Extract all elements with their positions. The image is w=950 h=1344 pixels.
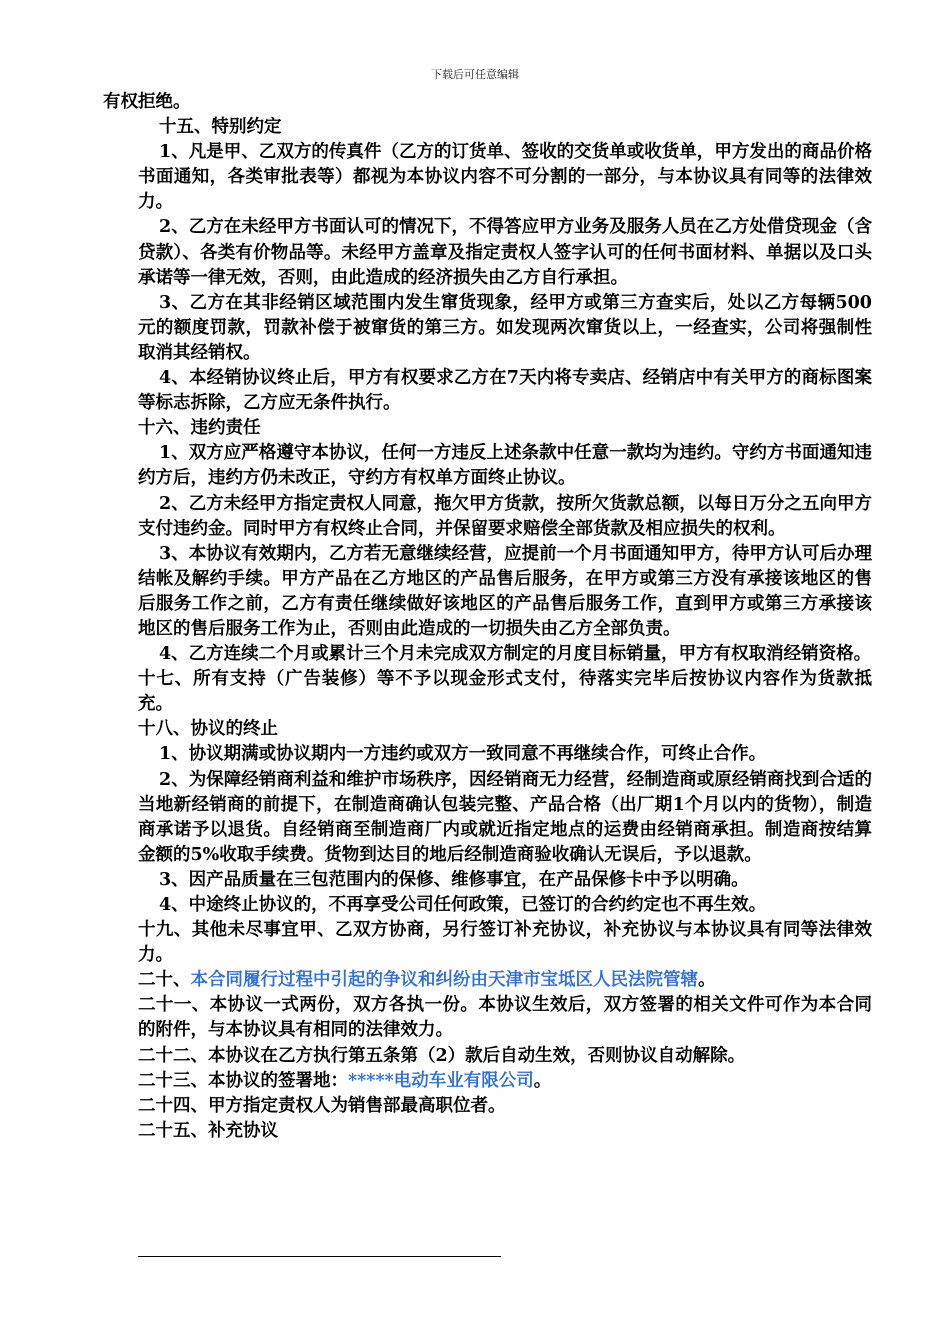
section-paragraph: 二十一、本协议一式两份，双方各执一份。本协议生效后，双方签署的相关文件可作为本合同的附件，与本协议具有相同的法律效力。 (138, 995, 872, 1041)
paragraph: 4、本经销协议终止后，甲方有权要求乙方在7天内将专卖店、经销店中有关甲方的商标图案等标志拆除，乙方应无条件执行。 (138, 368, 872, 414)
document-body (103, 90, 872, 1144)
paragraph: 2、乙方在未经甲方书面认可的情况下，不得答应甲方业务及服务人员在乙方处借贷现金（含贷款）、各类有价物品等。未经甲方盖章及指定责权人签字认可的任何书面材料、单据以及口头承诺等一律无效，否则，由此造成的经济损失由乙方自行承担。 (138, 217, 872, 288)
section-paragraph: 二十、本合同履行过程中引起的争议和纠纷由天津市宝坻区人民法院管辖。 (138, 970, 716, 991)
section-paragraph: 二十三、本协议的签署地：*****电动车业有限公司。 (138, 1070, 552, 1091)
paragraph: 4、中途终止协议的，不再享受公司任何政策，已签订的合约约定也不再生效。 (159, 895, 767, 915)
section-heading: 十五、特别约定 (159, 117, 282, 138)
jurisdiction-link[interactable]: 本合同履行过程中引起的争议和纠纷由天津市宝坻区人民法院管辖 (190, 970, 698, 991)
paragraph: 3、乙方在其非经销区域范围内发生窜货现象，经甲方或第三方查实后，处以乙方每辆500元的额度罚款，罚款补偿于被窜货的第三方。如发现两次窜货以上，一经查实，公司将强制性取消其经销权。 (138, 292, 872, 363)
paragraph: 有权拒绝。 (103, 92, 191, 112)
paragraph: 2、乙方未经甲方指定责权人同意，拖欠甲方货款，按所欠货款总额，以每日万分之五向甲方支付违约金。同时甲方有权终止合同，并保留要求赔偿全部货款及相应损失的权利。 (138, 493, 872, 539)
section-heading: 十六、违约责任 (138, 418, 261, 439)
paragraph: 4、乙方连续二个月或累计三个月未完成双方制定的月度目标销量，甲方有权取消经销资格。 (159, 644, 872, 665)
company-link[interactable]: *****电动车业有限公司 (348, 1070, 534, 1091)
section-heading: 二十五、补充协议 (138, 1120, 278, 1141)
section-paragraph: 二十四、甲方指定责权人为销售部最高职位者。 (138, 1095, 506, 1116)
paragraph: 3、因产品质量在三包范围内的保修、维修事宜，在产品保修卡中予以明确。 (159, 869, 749, 890)
section-heading: 十八、协议的终止 (138, 719, 278, 740)
section-paragraph: 十七、所有支持（广告装修）等不予以现金形式支付，待落实完毕后按协议内容作为货款抵充。 (138, 669, 872, 715)
paragraph: 1、凡是甲、乙双方的传真件（乙方的订货单、签收的交货单或收货单，甲方发出的商品价格书面通知，各类审批表等）都视为本协议内容不可分割的一部分，与本协议具有同等的法律效力。 (138, 142, 872, 213)
paragraph: 2、为保障经销商利益和维护市场秩序，因经销商无力经营，经制造商或原经销商找到合适的当地新经销商的前提下，在制造商确认包装完整、产品合格（出厂期1个月以内的货物），制造商承诺予以退货。自经销商至制造商厂内或就近指定地点的运费由经销商承担。制造商按结算金额的5%收取手续费。货物到达目的地后经制造商验收确认无误后，予以退款。 (138, 769, 872, 865)
page-header: 下载后可任意编辑 (431, 68, 519, 81)
section-paragraph: 二十二、本协议在乙方执行第五条第（2）款后自动生效，否则协议自动解除。 (138, 1045, 746, 1066)
signature-line (138, 1256, 501, 1257)
section-paragraph: 十九、其他未尽事宜甲、乙双方协商，另行签订补充协议，补充协议与本协议具有同等法律效力。 (138, 920, 872, 966)
paragraph: 3、本协议有效期内，乙方若无意继续经营，应提前一个月书面通知甲方，待甲方认可后办理结帐及解约手续。甲方产品在乙方地区的产品售后服务，在甲方或第三方没有承接该地区的售后服务工作之前，乙方有责任继续做好该地区的产品售后服务工作，直到甲方或第三方承接该地区的售后服务工作为止，否则由此造成的一切损失由乙方全部负责。 (138, 543, 872, 639)
paragraph: 1、双方应严格遵守本协议，任何一方违反上述条款中任意一款均为违约。守约方书面通知违约方后，违约方仍未改正，守约方有权单方面终止协议。 (138, 443, 872, 489)
paragraph: 1、协议期满或协议期内一方违约或双方一致同意不再继续合作，可终止合作。 (159, 744, 767, 765)
